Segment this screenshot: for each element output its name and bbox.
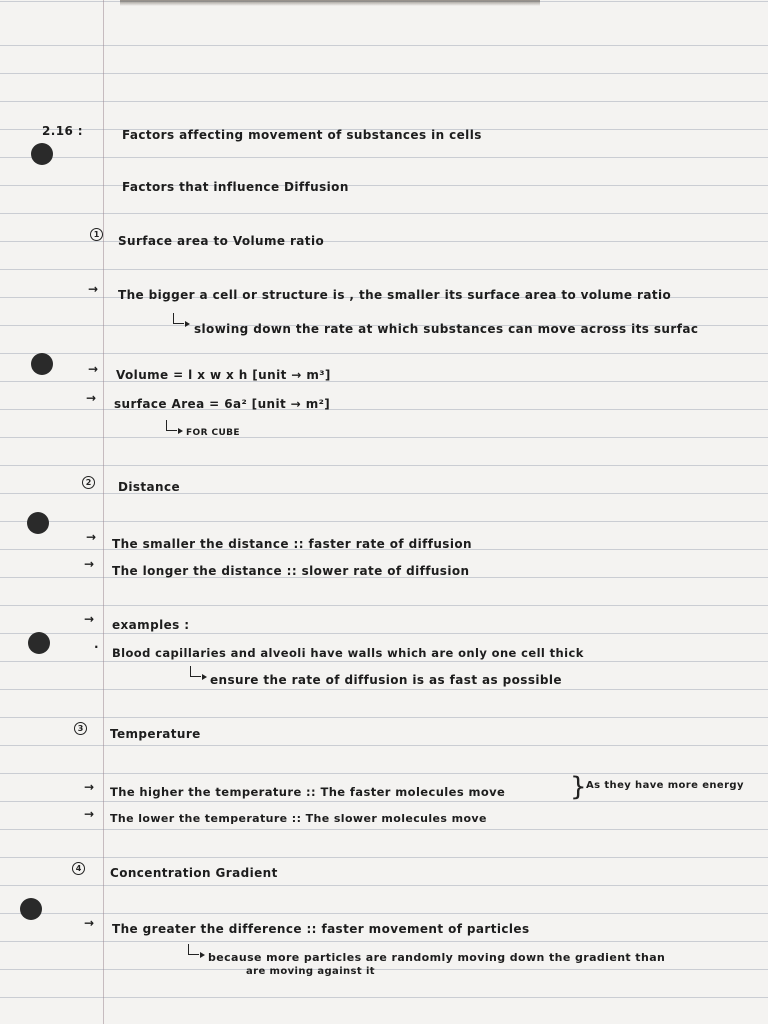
arrow-icon: → <box>86 391 97 405</box>
note-line: The lower the temperature :: The slower molecules move <box>110 812 487 825</box>
factor-heading: Concentration Gradient <box>110 866 278 880</box>
formula-volume: Volume = l x w x h [unit → m³] <box>116 368 331 382</box>
examples-label: examples : <box>112 618 190 632</box>
formula-note: FOR CUBE <box>186 428 240 438</box>
margin-line <box>103 0 104 1024</box>
arrow-icon: → <box>84 612 95 626</box>
sub-arrow-icon <box>173 313 184 324</box>
example-note: ensure the rate of diffusion is as fast as possible <box>210 673 562 687</box>
note-line: are moving against it <box>246 966 375 977</box>
binder-hole <box>28 632 50 654</box>
factor-heading: Temperature <box>110 727 201 741</box>
arrow-icon: → <box>84 807 95 821</box>
brace-glyph: } <box>570 772 587 802</box>
note-line: The smaller the distance :: faster rate of diffusion <box>112 537 472 551</box>
factor-number-badge: 3 <box>74 722 87 735</box>
binder-hole <box>31 353 53 375</box>
note-line: slowing down the rate at which substances can move across its surfac <box>194 322 699 336</box>
factor-number-badge: 4 <box>72 862 85 875</box>
note-line: The higher the temperature :: The faster molecules move <box>110 785 506 799</box>
formula-surface-area: surface Area = 6a² [unit → m²] <box>114 397 331 411</box>
arrow-icon: → <box>86 530 97 544</box>
binder-hole <box>31 143 53 165</box>
arrow-icon: → <box>84 557 95 571</box>
bullet-dot: · <box>94 640 99 654</box>
page-title: Factors affecting movement of substances in cells <box>122 128 482 142</box>
arrow-icon: → <box>88 362 99 376</box>
factor-number-badge: 1 <box>90 228 103 241</box>
factor-number-badge: 2 <box>82 476 95 489</box>
binder-hole <box>20 898 42 920</box>
binder-hole <box>27 512 49 534</box>
section-number: 2.16 : <box>42 124 83 138</box>
arrow-icon: → <box>84 916 95 930</box>
page-top-shadow <box>120 0 540 6</box>
arrow-icon: → <box>84 780 95 794</box>
example-line: Blood capillaries and alveoli have walls which are only one cell thick <box>112 646 584 660</box>
sub-arrow-icon <box>190 666 201 677</box>
note-line: The bigger a cell or structure is , the smaller its surface area to volume ratio <box>118 288 672 302</box>
arrow-icon: → <box>88 282 99 296</box>
note-line: The greater the difference :: faster movement of particles <box>112 922 530 936</box>
page-subtitle: Factors that influence Diffusion <box>122 180 349 194</box>
brace-note: As they have more energy <box>586 780 744 791</box>
factor-heading: Surface area to Volume ratio <box>118 234 325 248</box>
factor-heading: Distance <box>118 480 181 494</box>
sub-arrow-icon <box>166 420 177 431</box>
sub-arrow-icon <box>188 944 199 955</box>
note-line: The longer the distance :: slower rate of diffusion <box>112 564 470 578</box>
note-line: because more particles are randomly moving down the gradient than <box>208 951 666 964</box>
